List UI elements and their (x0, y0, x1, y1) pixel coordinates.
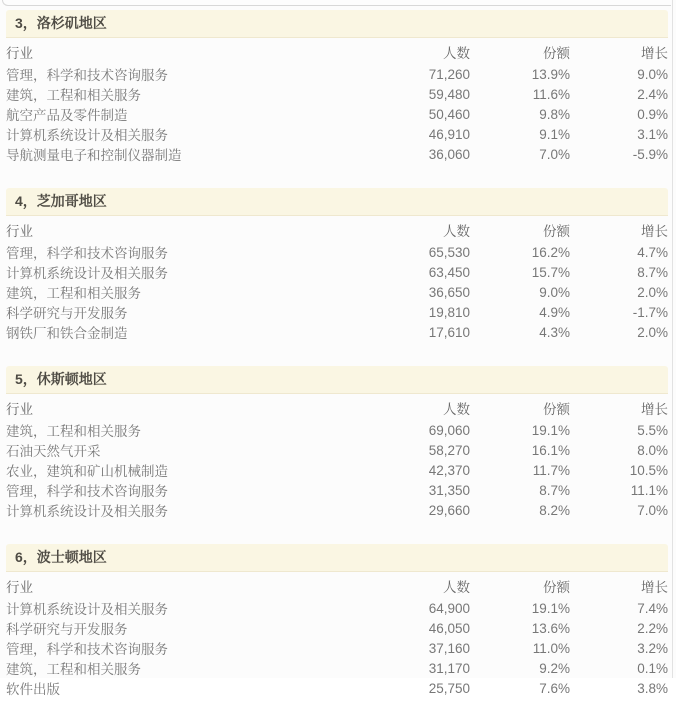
growth-cell: 8.0% (637, 442, 668, 458)
industry-cell: 管理，科学和技术咨询服务 (6, 68, 168, 83)
growth-cell: 0.9% (637, 106, 668, 122)
table-row (6, 460, 668, 480)
growth-cell: 8.7% (637, 264, 668, 280)
count-cell: 36,650 (428, 284, 470, 300)
industry-cell: 农业，建筑和矿山机械制造 (6, 464, 168, 479)
industry-cell: 建筑，工程和相关服务 (6, 88, 141, 103)
previous-section-bottom-edge (2, 0, 671, 6)
column-header-share: 份额 (543, 401, 570, 417)
industry-cell: 建筑，工程和相关服务 (6, 424, 141, 439)
growth-cell: 3.1% (637, 126, 668, 142)
share-cell: 13.6% (531, 620, 570, 636)
growth-cell: 7.4% (637, 600, 668, 616)
industry-cell: 计算机系统设计及相关服务 (6, 602, 168, 617)
table-row (6, 480, 668, 500)
count-cell: 46,910 (428, 126, 470, 142)
column-header-share: 份额 (543, 579, 570, 595)
growth-cell: -5.9% (632, 146, 668, 162)
table-row (6, 104, 668, 124)
growth-cell: 3.8% (637, 680, 668, 696)
section-title: 6，波士顿地区 (6, 544, 668, 572)
growth-cell: 2.2% (637, 620, 668, 636)
industry-cell: 计算机系统设计及相关服务 (6, 266, 168, 281)
table-row (6, 64, 668, 84)
share-cell: 11.7% (532, 462, 570, 478)
column-header-share: 份额 (543, 223, 570, 239)
share-cell: 4.3% (539, 324, 570, 340)
table-row (6, 420, 668, 440)
column-header-count: 人数 (443, 45, 470, 61)
industry-cell: 科学研究与开发服务 (6, 622, 128, 637)
table-header-row (6, 395, 668, 420)
table-row (6, 678, 668, 698)
table-row (6, 500, 668, 520)
growth-cell: 3.2% (637, 640, 668, 656)
share-cell: 9.8% (539, 106, 570, 122)
share-cell: 16.1% (531, 442, 570, 458)
growth-cell: 4.7% (637, 244, 668, 260)
table-row (6, 262, 668, 282)
count-cell: 46,050 (428, 620, 470, 636)
table-row (6, 84, 668, 104)
share-cell: 4.9% (539, 304, 570, 320)
table-row (6, 144, 668, 164)
table-row (6, 618, 668, 638)
column-header-growth: 增长 (641, 223, 668, 239)
share-cell: 8.2% (539, 502, 570, 518)
table-row (6, 598, 668, 618)
table-row (6, 658, 668, 678)
table-row (6, 242, 668, 262)
industry-cell: 建筑，工程和相关服务 (6, 286, 141, 301)
column-header-growth: 增长 (641, 45, 668, 61)
column-header-share: 份额 (543, 45, 570, 61)
industry-table (6, 395, 668, 520)
growth-cell: 2.0% (637, 324, 668, 340)
count-cell: 17,610 (428, 324, 470, 340)
industry-cell: 软件出版 (6, 682, 60, 697)
share-cell: 9.1% (539, 126, 570, 142)
region-section (6, 10, 668, 164)
share-cell: 11.6% (532, 86, 570, 102)
column-header-count: 人数 (443, 401, 470, 417)
growth-cell: 11.1% (630, 482, 668, 498)
share-cell: 7.0% (539, 146, 570, 162)
growth-cell: -1.7% (632, 304, 668, 320)
share-cell: 16.2% (531, 244, 570, 260)
column-header-industry: 行业 (6, 223, 33, 239)
share-cell: 13.9% (531, 66, 570, 82)
count-cell: 64,900 (428, 600, 470, 616)
share-cell: 9.0% (539, 284, 570, 300)
column-header-industry: 行业 (6, 579, 33, 595)
share-cell: 19.1% (531, 600, 570, 616)
section-title: 3，洛杉矶地区 (6, 10, 668, 38)
industry-table (6, 39, 668, 164)
count-cell: 31,350 (428, 482, 470, 498)
column-header-growth: 增长 (641, 401, 668, 417)
table-body (6, 598, 668, 698)
column-header-industry: 行业 (6, 45, 33, 61)
count-cell: 19,810 (428, 304, 470, 320)
count-cell: 25,750 (428, 680, 470, 696)
share-cell: 7.6% (539, 680, 570, 696)
table-row (6, 124, 668, 144)
section-title: 5，休斯顿地区 (6, 366, 668, 394)
growth-cell: 2.4% (637, 86, 668, 102)
count-cell: 50,460 (428, 106, 470, 122)
table-body (6, 420, 668, 520)
region-section (6, 188, 668, 342)
column-header-industry: 行业 (6, 401, 33, 417)
industry-cell: 计算机系统设计及相关服务 (6, 504, 168, 519)
region-section (6, 366, 668, 520)
column-header-count: 人数 (443, 579, 470, 595)
industry-cell: 管理，科学和技术咨询服务 (6, 246, 168, 261)
count-cell: 42,370 (428, 462, 470, 478)
table-row (6, 282, 668, 302)
count-cell: 31,170 (428, 660, 470, 676)
count-cell: 69,060 (428, 422, 470, 438)
industry-cell: 计算机系统设计及相关服务 (6, 128, 168, 143)
table-header-row (6, 39, 668, 64)
count-cell: 58,270 (428, 442, 470, 458)
count-cell: 71,260 (428, 66, 470, 82)
industry-cell: 管理，科学和技术咨询服务 (6, 642, 168, 657)
share-cell: 9.2% (539, 660, 570, 676)
growth-cell: 0.1% (637, 660, 668, 676)
table-row (6, 440, 668, 460)
industry-cell: 科学研究与开发服务 (6, 306, 128, 321)
table-row (6, 302, 668, 322)
count-cell: 29,660 (428, 502, 470, 518)
share-cell: 11.0% (532, 640, 570, 656)
page-right-border (672, 0, 673, 678)
industry-cell: 建筑，工程和相关服务 (6, 662, 141, 677)
count-cell: 36,060 (428, 146, 470, 162)
industry-cell: 导航测量电子和控制仪器制造 (6, 148, 182, 163)
column-header-growth: 增长 (641, 579, 668, 595)
table-body (6, 242, 668, 342)
growth-cell: 7.0% (637, 502, 668, 518)
count-cell: 63,450 (428, 264, 470, 280)
share-cell: 8.7% (539, 482, 570, 498)
industry-cell: 钢铁厂和铁合金制造 (6, 326, 128, 341)
section-title: 4，芝加哥地区 (6, 188, 668, 216)
table-body (6, 64, 668, 164)
table-row (6, 322, 668, 342)
growth-cell: 5.5% (637, 422, 668, 438)
table-header-row (6, 217, 668, 242)
table-header-row (6, 573, 668, 598)
column-header-count: 人数 (443, 223, 470, 239)
growth-cell: 9.0% (637, 66, 668, 82)
table-row (6, 638, 668, 658)
industry-cell: 航空产品及零件制造 (6, 108, 128, 123)
growth-cell: 10.5% (629, 462, 668, 478)
growth-cell: 2.0% (637, 284, 668, 300)
share-cell: 19.1% (531, 422, 570, 438)
industry-table (6, 217, 668, 342)
region-section (6, 544, 668, 698)
count-cell: 37,160 (428, 640, 470, 656)
industry-table (6, 573, 668, 698)
industry-cell: 石油天然气开采 (6, 444, 101, 459)
count-cell: 65,530 (428, 244, 470, 260)
industry-cell: 管理，科学和技术咨询服务 (6, 484, 168, 499)
sections-container (6, 10, 668, 722)
share-cell: 15.7% (531, 264, 570, 280)
count-cell: 59,480 (428, 86, 470, 102)
